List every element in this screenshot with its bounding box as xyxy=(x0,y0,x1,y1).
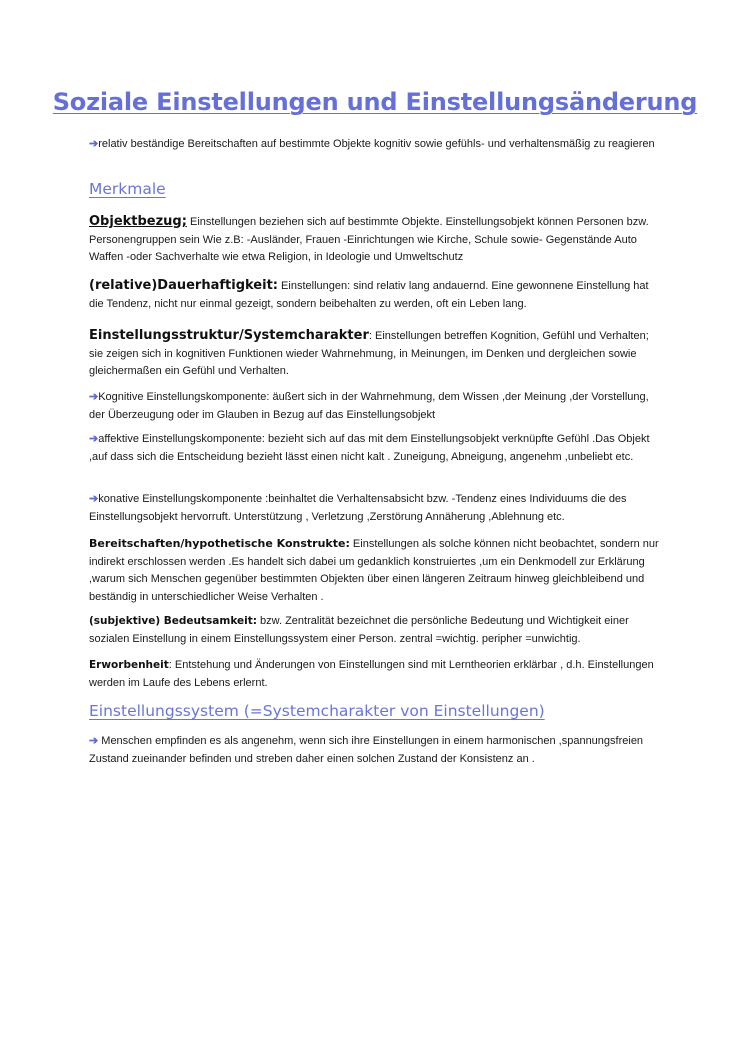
paragraph-kognitiv xyxy=(89,389,661,424)
term-dauerhaftigkeit: (relative)Dauerhaftigkeit: xyxy=(89,278,278,293)
arrow-right-icon: ➔ xyxy=(89,735,99,747)
term-objektbezug: Objektbezug; xyxy=(89,214,187,229)
section-heading-merkmale: Merkmale xyxy=(89,180,166,198)
paragraph-dauerhaftigkeit xyxy=(89,277,661,313)
arrow-right-icon: ➔ xyxy=(89,493,99,505)
text-bedeutsamkeit: bzw. Zentralität bezeichnet die persönliche Bedeutung und Wichtigkeit einer sozialen Einstellung in einem Einstellungssystem einer Person. zentral =wichtig. peripher =unwichtig. xyxy=(89,615,629,645)
paragraph-konativ xyxy=(89,491,661,526)
text-affektiv: affektive Einstellungskomponente: bezieht sich auf das mit dem Einstellungsobjekt verknüpfte Gefühl .Das Objekt ,auf dass sich die Entscheidung bezieht lässt einen nicht kalt . Zuneigung, Abneigung, angenehm ,unbeliebt etc. xyxy=(89,433,650,463)
term-systemcharakter: Einstellungsstruktur/Systemcharakter xyxy=(89,328,369,343)
arrow-right-icon: ➔ xyxy=(89,138,99,150)
term-erworbenheit: Erworbenheit xyxy=(89,659,169,671)
term-bedeutsamkeit: (subjektive) Bedeutsamkeit: xyxy=(89,615,257,627)
text-bereitschaften: Einstellungen als solche können nicht beobachtet, sondern nur indirekt erschlossen werden .Es handelt sich dabei um gedanklich konstruiertes ,um ein Denkmodell zur Erklärung ,warum sich Menschen gegenüber bestimmten Objekten über einen längeren Zeitraum hinweg gleichbleibend und beständig in unterschiedlicher Weise Verhalten . xyxy=(89,538,659,603)
paragraph-bedeutsamkeit xyxy=(89,613,661,648)
paragraph-systemcharakter xyxy=(89,327,661,381)
intro-text: relativ beständige Bereitschaften auf bestimmte Objekte kognitiv sowie gefühls- und verhaltensmäßig zu reagieren xyxy=(98,138,655,150)
text-konativ: konative Einstellungskomponente :beinhaltet die Verhaltensabsicht bzw. -Tendenz eines Individuums die des Einstellungsobjekt hervorruft. Unterstützung , Verletzung ,Zerstörung Annäherung ,Ablehnung etc. xyxy=(89,493,627,523)
intro-paragraph xyxy=(89,136,661,154)
text-objektbezug: Einstellungen beziehen sich auf bestimmte Objekte. Einstellungsobjekt können Personen bzw. Personengruppen sein Wie z.B: -Ausländer, Frauen -Einrichtungen wie Kirche, Schule sowie- Gegenstände Auto Waffen -oder Sachverhalte wie etwa Religion, in Ideologie und Umweltschutz xyxy=(89,216,649,263)
arrow-right-icon: ➔ xyxy=(89,433,99,445)
text-einstellungssystem: Menschen empfinden es als angenehm, wenn sich ihre Einstellungen in einem harmonischen ,spannungsfreien Zustand zueinander befinden und streben daher einen solchen Zustand der Konsistenz an . xyxy=(89,735,644,765)
text-systemcharakter: : Einstellungen betreffen Kognition, Gefühl und Verhalten; sie zeigen sich in kognitiven Funktionen wieder Wahrnehmung, in Meinungen, im Denken und dergleichen sowie gleichermaßen ein Gefühl und Verhalten. xyxy=(89,330,649,377)
section-heading-einstellungssystem: Einstellungssystem (=Systemcharakter von Einstellungen) xyxy=(89,702,545,720)
term-bereitschaften: Bereitschaften/hypothetische Konstrukte: xyxy=(89,537,350,550)
arrow-right-icon: ➔ xyxy=(89,391,99,403)
paragraph-einstellungssystem xyxy=(89,733,661,768)
paragraph-bereitschaften xyxy=(89,535,661,606)
paragraph-erworbenheit xyxy=(89,657,661,692)
paragraph-objektbezug xyxy=(89,213,661,267)
paragraph-affektiv xyxy=(89,431,661,466)
text-erworbenheit: : Entstehung und Änderungen von Einstellungen sind mit Lerntheorien erklärbar , d.h. Einstellungen werden im Laufe des Lebens erlernt. xyxy=(89,659,654,689)
text-kognitiv: Kognitive Einstellungskomponente: äußert sich in der Wahrnehmung, dem Wissen ,der Meinung ,der Vorstellung, der Überzeugung oder im Glauben in Bezug auf das Einstellungsobjekt xyxy=(89,391,649,421)
text-dauerhaftigkeit: Einstellungen: sind relativ lang andauernd. Eine gewonnene Einstellung hat die Tendenz, nicht nur einmal gezeigt, sondern beibehalten zu werden, oft ein Leben lang. xyxy=(89,280,649,310)
page-title: Soziale Einstellungen und Einstellungsänderung xyxy=(52,88,698,116)
